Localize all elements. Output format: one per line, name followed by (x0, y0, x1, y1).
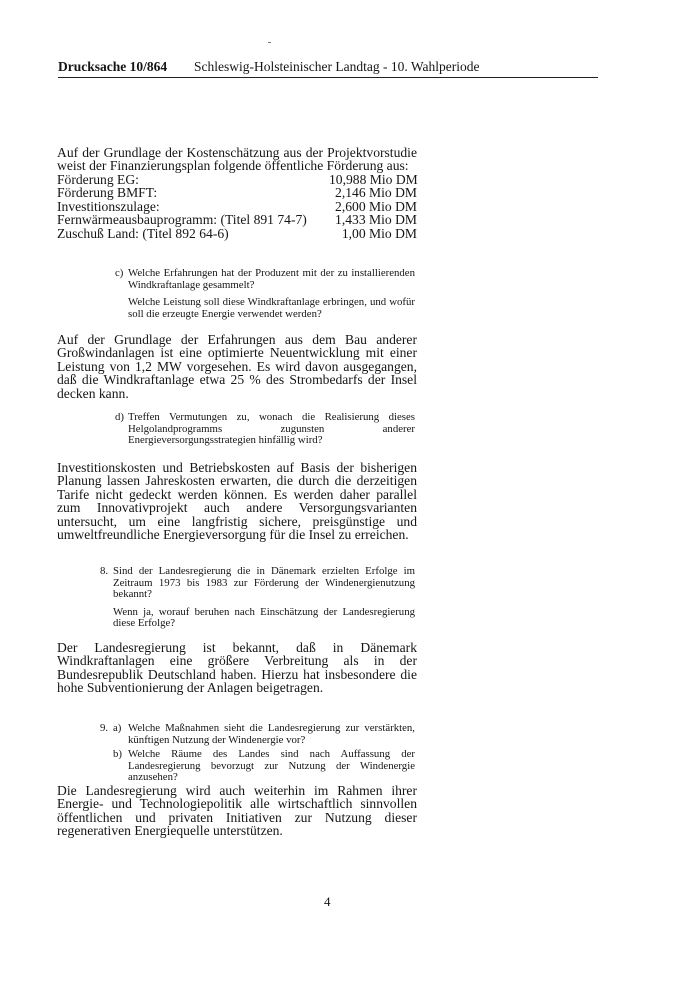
funding-value: 1,433 Mio DM (335, 212, 417, 228)
funding-row (57, 186, 418, 199)
question-text: Sind der Landesregierung die in Dänemark erzielten Erfolge im Zeitraum 1973 bis 1983 zur Förderung der Windenergienutzung bekannt? (113, 565, 415, 601)
funding-label: Investitionszulage: (57, 198, 160, 214)
subquestion-marker: a) (113, 722, 122, 734)
funding-label: Förderung EG: (57, 172, 139, 187)
funding-row (57, 200, 418, 213)
question-text: Welche Erfahrungen hat der Produzent mit der zu installierenden Windkraftanlage gesammelt? (128, 267, 415, 291)
document-reference: Drucksache 10/864 (58, 59, 168, 74)
question-text: Welche Räume des Landes sind nach Auffassung der Landesregierung bevorzugt zur Nutzung der Windenergie anzusehen? (128, 748, 415, 784)
funding-label: Förderung BMFT: (57, 185, 158, 201)
question-9a (100, 722, 415, 746)
answer-9: Die Landesregierung wird auch weiterhin im Rahmen ihrer Energie- und Technologiepolitik alle wirtschaftlich sinnvollen öffentlichen und privaten Initiativen zur Nutzung dieser regenerativen Energiequelle unterstützen. (57, 783, 417, 839)
funding-value: 1,00 Mio DM (341, 225, 417, 241)
question-marker: 9. (100, 722, 109, 734)
question-text: Welche Maßnahmen sieht die Landesregierung zur verstärkten, künftigen Nutzung der Windenergie vor? (128, 722, 415, 746)
subquestion-marker: b) (113, 748, 122, 760)
parliament-title: Schleswig-Holsteinischer Landtag - 10. Wahlperiode (194, 59, 480, 74)
header-rule (58, 77, 598, 78)
funding-table (57, 173, 418, 240)
question-8 (100, 565, 415, 630)
scan-speck (268, 42, 271, 43)
question-text: Wenn ja, worauf beruhen nach Einschätzung der Landesregierung diese Erfolge? (113, 605, 415, 630)
answer-8: Der Landesregierung ist bekannt, daß in Dänemark Windkraftanlagen eine größere Verbreitung als in der Bundesrepublik Deutschland haben. Hierzu hat insbesondere die hohe Subventionierung der Anlagen beigetragen. (57, 640, 417, 696)
funding-label: Fernwärmeausbauprogramm: (Titel 891 74-7) (57, 212, 307, 228)
question-d (115, 411, 415, 447)
intro-paragraph: Auf der Grundlage der Kostenschätzung aus der Projektvorstudie weist der Finanzierungsplan folgende öffentliche Förderung aus: (57, 145, 417, 174)
funding-value: 2,146 Mio DM (335, 185, 417, 201)
funding-row (57, 173, 418, 186)
funding-value: 10,988 Mio DM (329, 172, 418, 187)
funding-value: 2,600 Mio DM (335, 198, 417, 214)
question-text: Welche Leistung soll diese Windkraftanlage erbringen, und wofür soll die erzeugte Energie verwendet werden? (128, 296, 415, 320)
question-marker: 8. (100, 565, 109, 577)
question-9b (113, 748, 415, 784)
page-header (58, 59, 598, 77)
question-marker: c) (115, 267, 124, 279)
answer-c: Auf der Grundlage der Erfahrungen aus dem Bau anderer Großwindanlagen ist eine optimierte Neuentwicklung mit einer Leistung von 1,2 MW vorgesehen. Es wird davon ausgegangen, daß die Windkraftanlage etwa 25 % des Strombedarfs der Insel decken kann. (57, 332, 417, 401)
question-marker: d) (115, 411, 124, 423)
question-text: Treffen Vermutungen zu, wonach die Realisierung dieses Helgolandprogramms zugunsten anderer Energieversorgungsstrategien hinfällig wird? (128, 411, 415, 447)
funding-row (57, 213, 418, 226)
page-number: 4 (324, 894, 331, 909)
question-c (115, 267, 415, 320)
answer-d: Investitionskosten und Betriebskosten auf Basis der bisherigen Planung lassen Jahreskosten erwarten, die durch die derzeitigen Tarife nicht gedeckt werden können. Es werden daher parallel zum Innovativprojekt auch andere Versorgungsvarianten untersucht, um eine langfristig sichere, preisgünstige und umweltfreundliche Energieversorgung für die Insel zu erreichen. (57, 460, 417, 543)
funding-label: Zuschuß Land: (Titel 892 64-6) (57, 225, 229, 241)
funding-row (57, 227, 418, 240)
